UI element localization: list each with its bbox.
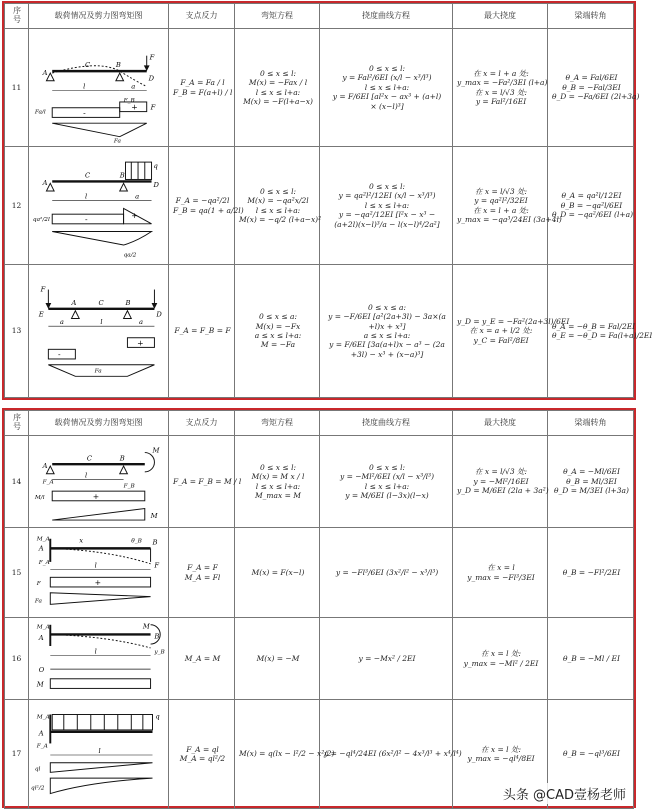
watermark-text: 头条 @CAD壹杨老师 <box>499 783 630 804</box>
roller-support-icon <box>116 73 124 81</box>
svg-text:l: l <box>85 471 88 480</box>
table-row <box>5 265 634 398</box>
svg-text:+: + <box>94 578 102 588</box>
svg-text:Fa/l: Fa/l <box>34 109 46 116</box>
table-row <box>5 528 634 618</box>
moment-cell: M(x) = q(lx − l²/2 − x²/2) <box>235 700 320 809</box>
svg-text:M: M <box>142 622 150 631</box>
svg-text:Fa: Fa <box>94 368 102 375</box>
angle-cell: θ_B = −Ml / EI <box>548 618 634 700</box>
svg-text:l: l <box>100 318 103 327</box>
svg-text:F: F <box>150 103 156 112</box>
svg-text:F_B: F_B <box>123 97 135 104</box>
svg-text:+: + <box>137 338 144 348</box>
svg-text:+: + <box>131 211 138 221</box>
beam-diagram <box>31 266 166 396</box>
beam-diagram <box>31 437 166 526</box>
row-number: 14 <box>5 436 29 528</box>
load-diagram <box>29 700 169 809</box>
moment-cell: M(x) = −M <box>235 618 320 700</box>
beam-table-top <box>4 3 652 398</box>
svg-text:D: D <box>153 181 159 190</box>
header-row <box>5 411 634 436</box>
beam-table-bottom <box>4 410 634 809</box>
deflection-cell: 0 ≤ x ≤ a: y = −F/6EI [a²(2a+3l) − 3a×(a +l)x + x³] a ≤ x ≤ l+a: y = F/6EI [3a(a+l)x − a³ − (2a +3l) − x³ + (x−a)³] <box>320 265 453 398</box>
table-row <box>5 147 634 265</box>
header-deflection: 挠度曲线方程 <box>320 411 453 436</box>
svg-text:ql: ql <box>34 766 41 773</box>
row-number: 11 <box>5 29 29 147</box>
header-seq: 序号 <box>5 4 29 29</box>
deflection-cell: y = −Mx² / 2EI <box>320 618 453 700</box>
svg-text:Fa: Fa <box>34 598 42 605</box>
svg-text:l: l <box>85 192 88 201</box>
deflection-cell: 0 ≤ x ≤ l: y = Fal²/6EI (x/l − x³/l³) l ≤ x ≤ l+a: y = F/6EI [al²x − ax³ + (a+l) × (x−l)³] <box>320 29 453 147</box>
reaction-cell: F_A = −qa²/2l F_B = qa(1 + a/2l) <box>169 147 235 265</box>
reaction-cell: F_A = F_B = F <box>169 265 235 398</box>
moment-cell: M(x) = F(x−l) <box>235 528 320 618</box>
svg-text:x: x <box>79 536 84 545</box>
svg-text:+: + <box>131 102 138 112</box>
roller-support-icon <box>120 183 128 191</box>
svg-text:-: - <box>85 214 88 224</box>
moment-cell: 0 ≤ x ≤ l: M(x) = M x / l l ≤ x ≤ l+a: M_max = M <box>235 436 320 528</box>
svg-text:C: C <box>85 61 91 70</box>
header-max: 最大挠度 <box>453 4 548 29</box>
svg-text:M_A: M_A <box>36 714 50 721</box>
svg-text:q: q <box>153 161 158 170</box>
reaction-cell: M_A = M <box>169 618 235 700</box>
table-sheet-top <box>2 1 652 400</box>
row-number: 12 <box>5 147 29 265</box>
svg-text:A: A <box>71 298 77 307</box>
table-row <box>5 618 634 700</box>
svg-text:O: O <box>38 666 45 675</box>
svg-text:C: C <box>85 171 91 180</box>
reaction-cell: F_A = F_B = M / l <box>169 436 235 528</box>
table-sheet-bottom <box>2 408 636 808</box>
distributed-load-icon <box>52 715 152 730</box>
load-diagram <box>29 436 169 528</box>
load-diagram <box>29 265 169 398</box>
roller-support-icon <box>120 466 128 474</box>
beam-diagram <box>31 529 166 616</box>
svg-text:M_A: M_A <box>36 536 50 543</box>
beam-diagram <box>31 30 166 145</box>
deflection-cell: 0 ≤ x ≤ l: y = qa²l²/12EI (x/l − x³/l³) l ≤ x ≤ l+a: y = −qa²/12EI [l²x − x³ − (a+2l)(x−l)³/a − l(x−l)⁴/2a²] <box>320 147 453 265</box>
max-deflection-cell: 在 x = l + a 处: y_max = −Fa²/3EI (l+a) 在 x = l/√3 处: y = Fal²/16EI <box>453 29 548 147</box>
reaction-cell: F_A = ql M_A = ql²/2 <box>169 700 235 809</box>
max-deflection-cell: 在 x = l/√3 处: y = −Ml²/16EI y_D = M/6EI (2la + 3a²) <box>453 436 548 528</box>
row-number: 13 <box>5 265 29 398</box>
svg-text:M: M <box>152 446 160 455</box>
load-diagram <box>29 147 169 265</box>
svg-text:F_A: F_A <box>38 559 50 566</box>
svg-text:M/l: M/l <box>34 494 45 501</box>
svg-text:A: A <box>38 634 44 643</box>
svg-text:a: a <box>139 318 144 327</box>
svg-text:B: B <box>119 171 125 180</box>
svg-text:+: + <box>92 491 100 501</box>
svg-text:θ_B: θ_B <box>131 538 142 545</box>
header-load: 载荷情况及剪力图弯矩图 <box>29 411 169 436</box>
row-number: 16 <box>5 618 29 700</box>
svg-text:q: q <box>155 712 160 721</box>
svg-text:M: M <box>36 680 44 689</box>
angle-cell: θ_A = Fal/6EI θ_B = −Fal/3EI θ_D = −Fa/6EI (2l+3a) <box>548 29 634 147</box>
svg-text:A: A <box>42 462 48 470</box>
reaction-cell: F_A = Fa / l F_B = F(a+l) / l <box>169 29 235 147</box>
header-reaction: 支点反力 <box>169 411 235 436</box>
header-row <box>5 4 634 29</box>
svg-text:A: A <box>38 729 44 738</box>
header-deflection: 挠度曲线方程 <box>320 4 453 29</box>
header-load: 载荷情况及剪力图弯矩图 <box>29 4 169 29</box>
svg-text:qa²/2l: qa²/2l <box>32 216 50 223</box>
table-row <box>5 436 634 528</box>
moment-cell: 0 ≤ x ≤ a: M(x) = −Fx a ≤ x ≤ l+a: M = −Fa <box>235 265 320 398</box>
svg-text:B: B <box>154 632 160 641</box>
svg-text:l: l <box>98 747 101 756</box>
svg-text:F_A: F_A <box>42 479 54 486</box>
svg-text:D: D <box>148 74 155 83</box>
pin-support-icon <box>46 183 54 191</box>
svg-text:M_A: M_A <box>36 624 50 631</box>
svg-text:M: M <box>150 512 158 521</box>
moment-cell: 0 ≤ x ≤ l: M(x) = −Fax / l l ≤ x ≤ l+a: M(x) = −F(l+a−x) <box>235 29 320 147</box>
header-seq: 序号 <box>5 411 29 436</box>
svg-text:B: B <box>152 538 158 547</box>
svg-text:C: C <box>98 298 104 307</box>
svg-text:B: B <box>125 298 131 307</box>
svg-text:B: B <box>115 61 121 70</box>
svg-text:C: C <box>86 454 93 463</box>
svg-text:A: A <box>42 68 48 77</box>
header-moment: 弯矩方程 <box>235 411 320 436</box>
svg-text:F_B: F_B <box>123 483 135 490</box>
svg-text:ql²/2: ql²/2 <box>31 785 45 792</box>
svg-text:a: a <box>59 318 64 327</box>
beam-diagram <box>31 148 166 263</box>
pin-support-icon <box>46 466 54 474</box>
angle-cell: θ_A = −Ml/6EI θ_B = Ml/3EI θ_D = M/3EI (l+3a) <box>548 436 634 528</box>
header-angle: 梁端转角 <box>548 411 634 436</box>
angle-cell: θ_A = qa²l/12EI θ_B = −qa²l/6EI θ_D = −qa²/6EI (l+a) <box>548 147 634 265</box>
pin-support-icon <box>46 73 54 81</box>
svg-text:F: F <box>154 561 160 570</box>
max-deflection-cell: 在 x = l/√3 处: y = qa²l²/32EI 在 x = l + a 处: y_max = −qa³/24EI (3a+4l) <box>453 147 548 265</box>
svg-text:Fa: Fa <box>113 138 121 145</box>
angle-cell: θ_B = −Fl²/2EI <box>548 528 634 618</box>
reaction-cell: F_A = F M_A = Fl <box>169 528 235 618</box>
svg-text:B: B <box>119 454 125 463</box>
moment-cell: 0 ≤ x ≤ l: M(x) = −qa²x/2l l ≤ x ≤ l+a: M(x) = −q/2 (l+a−x)² <box>235 147 320 265</box>
svg-text:l: l <box>94 647 97 656</box>
deflection-cell: y = −ql⁴/24EI (6x²/l² − 4x³/l³ + x⁴/l⁴) <box>320 700 453 809</box>
svg-text:F: F <box>40 285 46 294</box>
max-deflection-cell: 在 x = l 处: y_max = −Ml² / 2EI <box>453 618 548 700</box>
header-reaction: 支点反力 <box>169 4 235 29</box>
svg-text:A: A <box>42 179 48 188</box>
svg-text:-: - <box>83 108 86 118</box>
row-number: 15 <box>5 528 29 618</box>
header-max: 最大挠度 <box>453 411 548 436</box>
svg-text:D: D <box>156 310 162 319</box>
svg-text:F: F <box>36 581 41 588</box>
svg-text:y_B: y_B <box>154 649 165 656</box>
max-deflection-cell: y_D = y_E = −Fa²(2a+3l)/6EI 在 x = a + l/2 处: y_C = Fal²/8EI <box>453 265 548 398</box>
svg-text:A: A <box>38 544 44 553</box>
load-diagram <box>29 29 169 147</box>
header-angle: 梁端转角 <box>548 4 634 29</box>
moment-arrow-icon <box>145 453 155 472</box>
svg-text:l: l <box>94 561 97 570</box>
svg-text:qa/2: qa/2 <box>123 252 137 259</box>
pin-support-icon <box>72 311 80 319</box>
table-row <box>5 29 634 147</box>
svg-text:l: l <box>83 82 86 91</box>
beam-diagram <box>31 701 166 807</box>
load-diagram <box>29 528 169 618</box>
load-diagram <box>29 618 169 700</box>
deflection-cell: 0 ≤ x ≤ l: y = −Ml²/6EI (x/l − x³/l³) l ≤ x ≤ l+a: y = M/6EI (l−3x)(l−x) <box>320 436 453 528</box>
svg-text:-: - <box>58 350 61 360</box>
svg-text:F: F <box>149 53 155 62</box>
svg-text:a: a <box>135 192 140 201</box>
svg-text:F_A: F_A <box>36 743 48 750</box>
angle-cell: θ_B = −ql³/6EI <box>548 700 634 809</box>
max-deflection-cell: 在 x = l 处: y_max = −ql⁴/8EI <box>453 700 548 809</box>
max-deflection-cell: 在 x = l y_max = −Fl³/3EI <box>453 528 548 618</box>
roller-support-icon <box>124 311 132 319</box>
svg-text:a: a <box>131 82 136 91</box>
header-moment: 弯矩方程 <box>235 4 320 29</box>
angle-cell: θ_A = −θ_B = Fal/2EI θ_E = −θ_D = Fa(l+a)/2EI <box>548 265 634 398</box>
beam-diagram <box>31 619 166 698</box>
svg-text:E: E <box>38 310 44 319</box>
row-number: 17 <box>5 700 29 809</box>
deflection-cell: y = −Fl³/6EI (3x²/l² − x³/l³) <box>320 528 453 618</box>
